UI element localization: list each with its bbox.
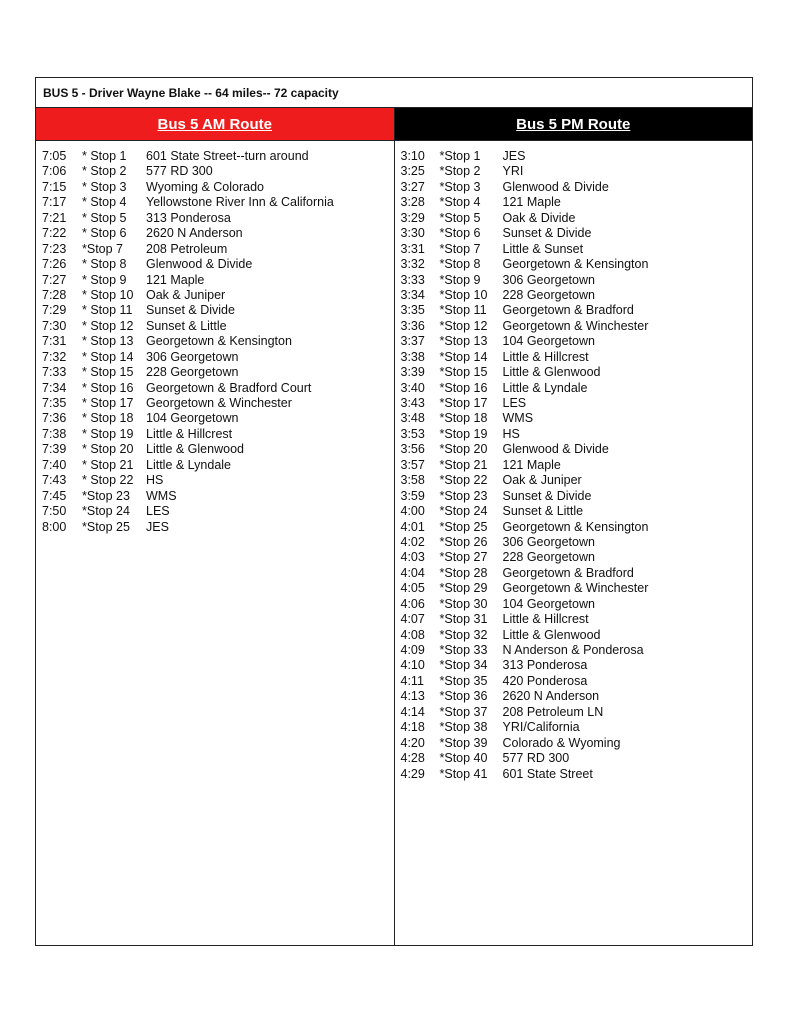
pm-stop-row xyxy=(395,334,753,349)
stop-location: Georgetown & Kensington xyxy=(146,334,292,349)
stop-location: WMS xyxy=(146,488,177,503)
stop-number: *Stop 27 xyxy=(439,550,488,565)
stop-location: 577 RD 300 xyxy=(146,164,213,179)
pm-stop-row xyxy=(395,705,753,720)
stop-time: 7:22 xyxy=(42,226,67,241)
stop-location: Little & Sunset xyxy=(502,241,584,256)
am-stop-row xyxy=(36,334,394,349)
stop-number: * Stop 17 xyxy=(82,396,134,410)
stop-time: 3:25 xyxy=(400,164,425,179)
stop-number: *Stop 5 xyxy=(439,210,481,225)
stop-number: *Stop 22 xyxy=(439,473,488,488)
stop-location: 577 RD 300 xyxy=(502,751,570,766)
stop-time: 7:33 xyxy=(42,365,67,380)
stop-time: 7:21 xyxy=(42,210,67,225)
pm-stop-row xyxy=(395,226,753,241)
stop-number: *Stop 13 xyxy=(439,334,488,349)
stop-number: *Stop 7 xyxy=(439,241,481,256)
stop-time: 7:15 xyxy=(42,179,67,194)
stop-location: 121 Maple xyxy=(502,195,561,210)
stop-location: Oak & Juniper xyxy=(502,473,582,488)
am-route-header: Bus 5 AM Route xyxy=(36,108,395,140)
stop-number: * Stop 4 xyxy=(82,195,127,210)
route-headers xyxy=(36,108,752,141)
stop-time: 7:34 xyxy=(42,380,67,395)
stop-number: * Stop 5 xyxy=(82,210,127,225)
stop-location: N Anderson & Ponderosa xyxy=(502,643,644,657)
stop-location: Georgetown & Bradford Court xyxy=(146,380,312,395)
stop-number: *Stop 23 xyxy=(82,488,130,503)
am-stop-row xyxy=(36,458,394,473)
stop-number: * Stop 14 xyxy=(82,349,134,364)
am-stop-row xyxy=(36,489,394,504)
pm-stop-row xyxy=(395,489,753,504)
stop-location: 208 Petroleum xyxy=(146,241,228,256)
stop-time: 4:07 xyxy=(400,612,425,627)
stop-location: Georgetown & Winchester xyxy=(146,396,292,410)
stop-time: 3:10 xyxy=(400,149,425,163)
stop-location: Sunset & Divide xyxy=(146,303,235,318)
stop-location: 313 Ponderosa xyxy=(502,658,588,673)
stop-location: 121 Maple xyxy=(146,272,205,287)
stop-time: 3:33 xyxy=(400,272,425,287)
stop-number: *Stop 36 xyxy=(439,689,488,704)
stop-location: 601 State Street xyxy=(502,766,593,781)
stop-location: 2620 N Anderson xyxy=(146,226,243,241)
stop-time: 4:18 xyxy=(400,720,425,735)
stop-location: 121 Maple xyxy=(502,457,561,472)
stop-number: *Stop 37 xyxy=(439,704,488,719)
stop-location: Little & Glenwood xyxy=(146,442,244,457)
stop-time: 3:29 xyxy=(400,210,425,225)
stop-time: 7:26 xyxy=(42,257,67,272)
stop-location: 306 Georgetown xyxy=(502,272,595,287)
stop-location: 104 Georgetown xyxy=(146,411,239,426)
stop-location: Glenwood & Divide xyxy=(146,257,253,272)
pm-stop-row xyxy=(395,597,753,612)
am-stop-row xyxy=(36,211,394,226)
stop-number: *Stop 15 xyxy=(439,365,488,380)
stop-time: 3:53 xyxy=(400,426,425,441)
stop-time: 4:01 xyxy=(400,519,425,534)
stop-number: *Stop 41 xyxy=(439,766,488,781)
stop-number: *Stop 28 xyxy=(439,565,488,580)
stop-location: 228 Georgetown xyxy=(502,287,595,302)
stop-number: *Stop 18 xyxy=(439,411,488,426)
am-stop-row xyxy=(36,180,394,195)
stop-time: 3:27 xyxy=(400,179,425,194)
pm-stop-row xyxy=(395,350,753,365)
stop-number: *Stop 14 xyxy=(439,349,488,364)
stop-location: HS xyxy=(146,473,164,488)
stop-number: *Stop 40 xyxy=(439,751,488,766)
stop-number: * Stop 18 xyxy=(82,411,134,426)
stop-time: 7:06 xyxy=(42,164,67,179)
stop-time: 3:38 xyxy=(400,349,425,364)
stop-time: 4:13 xyxy=(400,689,425,704)
pm-stop-list xyxy=(395,141,753,945)
stop-time: 4:08 xyxy=(400,627,425,642)
stop-number: *Stop 25 xyxy=(82,519,130,534)
stop-number: * Stop 1 xyxy=(82,149,127,163)
pm-route-header: Bus 5 PM Route xyxy=(395,108,753,140)
stop-location: Colorado & Wyoming xyxy=(502,735,621,750)
stop-number: *Stop 32 xyxy=(439,627,488,642)
stop-time: 4:00 xyxy=(400,504,425,519)
pm-stop-row xyxy=(395,180,753,195)
stop-number: *Stop 1 xyxy=(439,149,481,163)
stop-time: 3:57 xyxy=(400,457,425,472)
stop-number: *Stop 38 xyxy=(439,720,488,735)
stop-number: * Stop 6 xyxy=(82,226,127,241)
stop-location: 104 Georgetown xyxy=(502,334,595,349)
pm-stop-row xyxy=(395,396,753,411)
stop-time: 3:48 xyxy=(400,411,425,426)
stop-number: *Stop 35 xyxy=(439,673,488,688)
stop-location: Sunset & Divide xyxy=(502,226,592,241)
am-stop-row xyxy=(36,411,394,426)
am-stop-row xyxy=(36,319,394,334)
am-stop-row xyxy=(36,381,394,396)
stop-location: WMS xyxy=(502,411,534,426)
stop-number: *Stop 23 xyxy=(439,488,488,503)
stop-number: *Stop 3 xyxy=(439,179,481,194)
am-stop-row xyxy=(36,365,394,380)
stop-time: 4:10 xyxy=(400,658,425,673)
stop-time: 4:20 xyxy=(400,735,425,750)
pm-stop-row xyxy=(395,581,753,596)
stop-number: * Stop 8 xyxy=(82,257,127,272)
pm-stop-row xyxy=(395,149,753,164)
pm-stop-row xyxy=(395,658,753,673)
stop-location: JES xyxy=(502,149,526,163)
stop-number: *Stop 33 xyxy=(439,643,488,657)
stop-time: 4:06 xyxy=(400,596,425,611)
am-stop-row xyxy=(36,442,394,457)
stop-location: 228 Georgetown xyxy=(502,550,595,565)
stop-location: 208 Petroleum LN xyxy=(502,704,604,719)
stop-number: *Stop 19 xyxy=(439,426,488,441)
stop-time: 3:58 xyxy=(400,473,425,488)
pm-stop-row xyxy=(395,273,753,288)
stop-time: 4:02 xyxy=(400,534,425,549)
stop-location: Little & Hillcrest xyxy=(502,612,589,627)
am-stop-list xyxy=(36,141,395,945)
pm-stop-row xyxy=(395,211,753,226)
am-stop-row xyxy=(36,520,394,535)
stop-time: 3:40 xyxy=(400,380,425,395)
stop-location: Yellowstone River Inn & California xyxy=(146,195,334,210)
stop-number: *Stop 10 xyxy=(439,287,488,302)
pm-stop-row xyxy=(395,689,753,704)
stop-time: 7:29 xyxy=(42,303,67,318)
am-stop-row xyxy=(36,396,394,411)
pm-stop-row xyxy=(395,458,753,473)
stop-number: *Stop 20 xyxy=(439,442,488,457)
stop-number: *Stop 31 xyxy=(439,612,488,627)
stop-number: * Stop 10 xyxy=(82,287,134,302)
pm-stop-row xyxy=(395,319,753,334)
stop-number: *Stop 4 xyxy=(439,195,481,210)
stop-location: 228 Georgetown xyxy=(146,365,239,380)
stop-number: *Stop 12 xyxy=(439,318,488,333)
stop-time: 7:28 xyxy=(42,287,67,302)
stop-number: * Stop 21 xyxy=(82,457,134,472)
stop-time: 7:50 xyxy=(42,504,67,519)
stop-location: Glenwood & Divide xyxy=(502,179,609,194)
stop-location: Little & Hillcrest xyxy=(502,349,589,364)
stop-number: *Stop 34 xyxy=(439,658,488,673)
stop-number: *Stop 11 xyxy=(439,303,487,318)
stop-location: Georgetown & Winchester xyxy=(502,318,649,333)
stop-number: *Stop 6 xyxy=(439,226,481,241)
pm-stop-row xyxy=(395,736,753,751)
stop-time: 7:40 xyxy=(42,457,67,472)
stop-location: Little & Hillcrest xyxy=(146,426,233,441)
am-stop-row xyxy=(36,273,394,288)
stop-time: 4:28 xyxy=(400,751,425,766)
pm-stop-row xyxy=(395,504,753,519)
am-stop-row xyxy=(36,427,394,442)
stop-location: Little & Glenwood xyxy=(502,365,601,380)
stop-number: *Stop 2 xyxy=(439,164,481,179)
am-stop-row xyxy=(36,149,394,164)
stop-time: 8:00 xyxy=(42,519,67,534)
stop-number: *Stop 25 xyxy=(439,519,488,534)
stop-number: * Stop 19 xyxy=(82,426,134,441)
stop-location: Georgetown & Bradford xyxy=(502,565,634,580)
pm-stop-row xyxy=(395,164,753,179)
pm-stop-row xyxy=(395,411,753,426)
stop-number: *Stop 7 xyxy=(82,241,124,256)
stop-number: *Stop 24 xyxy=(439,504,488,519)
stop-location: Oak & Juniper xyxy=(146,287,226,302)
stop-number: * Stop 2 xyxy=(82,164,127,179)
stop-time: 7:45 xyxy=(42,488,67,503)
stop-number: * Stop 12 xyxy=(82,318,134,333)
pm-stop-row xyxy=(395,473,753,488)
stop-number: * Stop 16 xyxy=(82,380,134,395)
pm-stop-row xyxy=(395,242,753,257)
stop-time: 4:05 xyxy=(400,581,425,596)
stop-location: 313 Ponderosa xyxy=(146,210,231,225)
pm-stop-row xyxy=(395,767,753,782)
stop-time: 4:03 xyxy=(400,550,425,565)
stop-location: JES xyxy=(146,519,169,534)
pm-stop-row xyxy=(395,427,753,442)
route-sheet xyxy=(35,77,753,946)
pm-stop-row xyxy=(395,643,753,658)
stop-time: 7:39 xyxy=(42,442,67,457)
stop-time: 3:34 xyxy=(400,287,425,302)
stop-time: 7:30 xyxy=(42,318,67,333)
stop-number: *Stop 8 xyxy=(439,257,481,272)
stop-number: *Stop 29 xyxy=(439,581,488,596)
stop-time: 3:43 xyxy=(400,396,425,410)
stop-location: Little & Lyndale xyxy=(502,380,588,395)
stop-location: Georgetown & Bradford xyxy=(502,303,634,318)
stop-number: * Stop 3 xyxy=(82,179,127,194)
stop-time: 4:14 xyxy=(400,704,425,719)
stop-number: * Stop 15 xyxy=(82,365,134,380)
route-columns xyxy=(36,141,752,945)
am-stop-row xyxy=(36,242,394,257)
stop-time: 4:29 xyxy=(400,766,425,781)
pm-stop-row xyxy=(395,674,753,689)
stop-location: 306 Georgetown xyxy=(146,349,239,364)
stop-number: *Stop 39 xyxy=(439,735,488,750)
stop-number: *Stop 26 xyxy=(439,534,488,549)
stop-time: 3:35 xyxy=(400,303,425,318)
pm-stop-row xyxy=(395,550,753,565)
pm-stop-row xyxy=(395,303,753,318)
am-stop-row xyxy=(36,288,394,303)
stop-time: 3:39 xyxy=(400,365,425,380)
stop-number: * Stop 11 xyxy=(82,303,133,318)
am-stop-row xyxy=(36,473,394,488)
am-stop-row xyxy=(36,226,394,241)
pm-stop-row xyxy=(395,365,753,380)
stop-time: 3:31 xyxy=(400,241,425,256)
stop-location: YRI xyxy=(502,164,524,179)
pm-stop-row xyxy=(395,720,753,735)
pm-stop-row xyxy=(395,520,753,535)
pm-stop-row xyxy=(395,381,753,396)
stop-location: Little & Lyndale xyxy=(146,457,232,472)
stop-time: 7:05 xyxy=(42,149,67,163)
stop-location: Sunset & Little xyxy=(502,504,584,519)
bus-title: BUS 5 - Driver Wayne Blake -- 64 miles-- 72 capacity xyxy=(36,78,752,108)
stop-time: 3:37 xyxy=(400,334,425,349)
am-stop-row xyxy=(36,504,394,519)
stop-time: 7:27 xyxy=(42,272,67,287)
pm-stop-row xyxy=(395,288,753,303)
stop-number: *Stop 30 xyxy=(439,596,488,611)
stop-number: *Stop 21 xyxy=(439,457,488,472)
stop-location: Sunset & Divide xyxy=(502,488,592,503)
stop-location: 306 Georgetown xyxy=(502,534,595,549)
stop-time: 7:43 xyxy=(42,473,67,488)
stop-location: Georgetown & Kensington xyxy=(502,519,649,534)
stop-time: 4:11 xyxy=(400,673,424,688)
stop-number: *Stop 17 xyxy=(439,396,488,410)
stop-location: Glenwood & Divide xyxy=(502,442,609,457)
pm-stop-row xyxy=(395,535,753,550)
stop-time: 4:09 xyxy=(400,643,425,657)
stop-number: * Stop 9 xyxy=(82,272,127,287)
stop-time: 7:38 xyxy=(42,426,67,441)
stop-time: 3:30 xyxy=(400,226,425,241)
stop-location: 420 Ponderosa xyxy=(502,673,588,688)
stop-number: *Stop 16 xyxy=(439,380,488,395)
stop-location: Oak & Divide xyxy=(502,210,576,225)
am-stop-row xyxy=(36,195,394,210)
stop-time: 3:36 xyxy=(400,318,425,333)
stop-time: 7:32 xyxy=(42,349,67,364)
stop-time: 4:04 xyxy=(400,565,425,580)
stop-location: 2620 N Anderson xyxy=(502,689,600,704)
am-stop-row xyxy=(36,303,394,318)
stop-time: 3:59 xyxy=(400,488,425,503)
stop-location: Wyoming & Colorado xyxy=(146,179,264,194)
stop-location: 104 Georgetown xyxy=(502,596,595,611)
stop-number: * Stop 22 xyxy=(82,473,134,488)
stop-time: 7:35 xyxy=(42,396,67,410)
stop-location: Georgetown & Kensington xyxy=(502,257,649,272)
stop-time: 3:32 xyxy=(400,257,425,272)
stop-number: * Stop 13 xyxy=(82,334,134,349)
pm-stop-row xyxy=(395,195,753,210)
stop-location: LES xyxy=(146,504,170,519)
stop-location: Little & Glenwood xyxy=(502,627,601,642)
stop-location: 601 State Street--turn around xyxy=(146,149,309,163)
stop-time: 7:36 xyxy=(42,411,67,426)
stop-time: 3:56 xyxy=(400,442,425,457)
stop-number: *Stop 24 xyxy=(82,504,130,519)
stop-location: Georgetown & Winchester xyxy=(502,581,649,596)
stop-time: 7:17 xyxy=(42,195,67,210)
stop-time: 7:23 xyxy=(42,241,67,256)
stop-location: Sunset & Little xyxy=(146,318,227,333)
stop-time: 3:28 xyxy=(400,195,425,210)
pm-stop-row xyxy=(395,442,753,457)
am-stop-row xyxy=(36,164,394,179)
pm-stop-row xyxy=(395,612,753,627)
stop-location: HS xyxy=(502,426,520,441)
stop-location: LES xyxy=(502,396,527,410)
pm-stop-row xyxy=(395,628,753,643)
am-stop-row xyxy=(36,257,394,272)
am-stop-row xyxy=(36,350,394,365)
pm-stop-row xyxy=(395,751,753,766)
stop-location: YRI/California xyxy=(502,720,580,735)
stop-time: 7:31 xyxy=(42,334,67,349)
pm-stop-row xyxy=(395,566,753,581)
pm-stop-row xyxy=(395,257,753,272)
stop-number: *Stop 9 xyxy=(439,272,481,287)
stop-number: * Stop 20 xyxy=(82,442,134,457)
